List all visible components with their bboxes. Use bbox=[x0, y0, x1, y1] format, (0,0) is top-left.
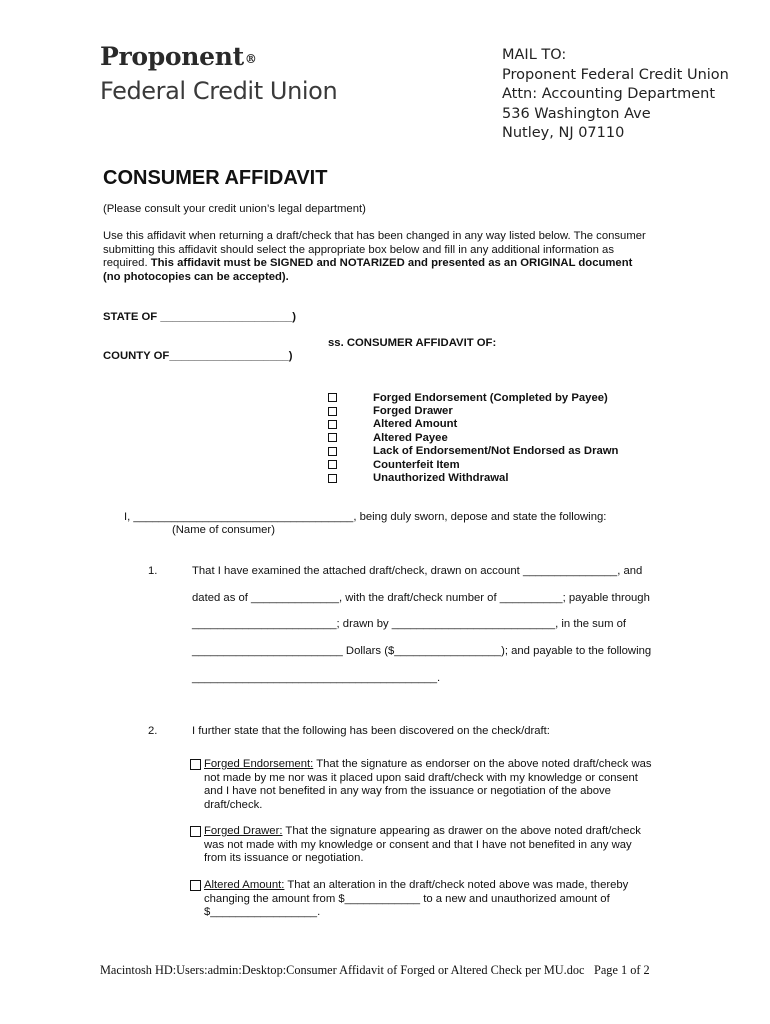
intro-line: (no photocopies can be accepted). bbox=[103, 270, 289, 283]
checkbox[interactable] bbox=[328, 474, 337, 483]
checkbox[interactable] bbox=[328, 393, 337, 402]
option-forged-drawer[interactable]: Forged Drawer bbox=[328, 404, 618, 417]
option-forged-endorsement[interactable]: Forged Endorsement (Completed by Payee) bbox=[328, 391, 618, 404]
mail-to-line: 536 Washington Ave bbox=[502, 105, 651, 122]
checkbox[interactable] bbox=[328, 407, 337, 416]
logo-name: Proponent bbox=[100, 42, 244, 71]
mail-to-line: Attn: Accounting Department bbox=[502, 86, 716, 102]
intro-paragraph bbox=[103, 230, 663, 284]
item-2-intro: I further state that the following has been discovered on the check/draft: bbox=[192, 725, 550, 737]
name-caption: (Name of consumer) bbox=[172, 524, 275, 536]
mail-to-label: MAIL TO: bbox=[502, 47, 567, 63]
section-altered-amount: Altered Amount: That an alteration in the draft/check noted above was made, thereby changing the amount from $____________ to a new and unauthorized amount of $_________________. bbox=[190, 879, 660, 920]
item-2-number: 2. bbox=[148, 725, 158, 737]
option-lack-of-endorsement[interactable]: Lack of Endorsement/Not Endorsed as Drawn bbox=[328, 445, 618, 458]
footer-file-path: Macintosh HD:Users:admin:Desktop:Consumer Affidavit of Forged or Altered Check per MU.doc bbox=[100, 963, 585, 977]
checkbox[interactable] bbox=[328, 447, 337, 456]
checkbox[interactable] bbox=[328, 433, 337, 442]
affidavit-options bbox=[328, 391, 618, 485]
section-forged-drawer: Forged Drawer: That the signature appearing as drawer on the above noted draft/check was not made with my knowledge or consent and that I have not benefited in any way from its issuance or negotiation. bbox=[190, 825, 660, 866]
consult-note: (Please consult your credit union’s legal department) bbox=[103, 203, 366, 215]
intro-bold: This affidavit must be SIGNED and NOTARIZED and presented as an ORIGINAL document bbox=[150, 257, 633, 270]
document-title: CONSUMER AFFIDAVIT bbox=[103, 167, 328, 189]
intro-line bbox=[103, 257, 663, 271]
checkbox[interactable] bbox=[190, 826, 201, 837]
section-heading: Altered Amount: bbox=[204, 879, 285, 891]
checkbox[interactable] bbox=[190, 880, 201, 891]
footer-page-number: Page 1 of 2 bbox=[594, 963, 650, 977]
section-heading: Forged Endorsement: bbox=[204, 758, 314, 770]
checkbox[interactable] bbox=[328, 420, 337, 429]
option-altered-amount[interactable]: Altered Amount bbox=[328, 418, 618, 431]
item-1-line[interactable]: That I have examined the attached draft/check, drawn on account _______________, and bbox=[192, 565, 643, 577]
logo-registered-mark: ® bbox=[244, 52, 257, 66]
checkbox[interactable] bbox=[190, 759, 201, 770]
checkbox[interactable] bbox=[328, 460, 337, 469]
mail-to-address bbox=[502, 46, 729, 144]
option-altered-payee[interactable]: Altered Payee bbox=[328, 431, 618, 444]
item-1-number: 1. bbox=[148, 565, 158, 577]
logo-wordmark bbox=[100, 42, 257, 71]
county-of-field[interactable]: COUNTY OF___________________) bbox=[103, 350, 293, 362]
ss-consumer-affidavit-label: ss. CONSUMER AFFIDAVIT OF: bbox=[328, 337, 497, 349]
item-1-line[interactable]: ________________________ Dollars ($_________________); and payable to the following bbox=[192, 645, 652, 657]
intro-line: Use this affidavit when returning a draft/check that has been changed in any way listed below. The consumer bbox=[103, 230, 646, 242]
option-counterfeit-item[interactable]: Counterfeit Item bbox=[328, 458, 618, 471]
item-1-line[interactable]: _______________________; drawn by __________________________, in the sum of bbox=[192, 618, 627, 630]
logo-subtitle: Federal Credit Union bbox=[100, 77, 338, 105]
section-forged-endorsement: Forged Endorsement: That the signature as endorser on the above noted draft/check was not made by me nor was it placed upon said draft/check with my knowledge or consent and I have not benefited in any way from the issuance or negotiation of the above draft/check. bbox=[190, 758, 660, 812]
mail-to-line: Proponent Federal Credit Union bbox=[502, 66, 729, 83]
section-heading: Forged Drawer: bbox=[204, 825, 283, 837]
item-1-line[interactable]: _______________________________________. bbox=[192, 672, 441, 684]
intro-line: submitting this affidavit should select the appropriate box below and fill in any additional information as bbox=[103, 243, 614, 256]
mail-to-line: Nutley, NJ 07110 bbox=[502, 125, 625, 141]
item-1-line[interactable]: dated as of ______________, with the draft/check number of __________; payable through bbox=[192, 592, 650, 604]
intro-plain: required. bbox=[103, 257, 151, 270]
sworn-statement-field[interactable]: I, ___________________________________, being duly sworn, depose and state the following: bbox=[124, 511, 607, 523]
option-unauthorized-withdrawal[interactable]: Unauthorized Withdrawal bbox=[328, 471, 618, 484]
state-of-field[interactable]: STATE OF _____________________) bbox=[103, 311, 297, 323]
